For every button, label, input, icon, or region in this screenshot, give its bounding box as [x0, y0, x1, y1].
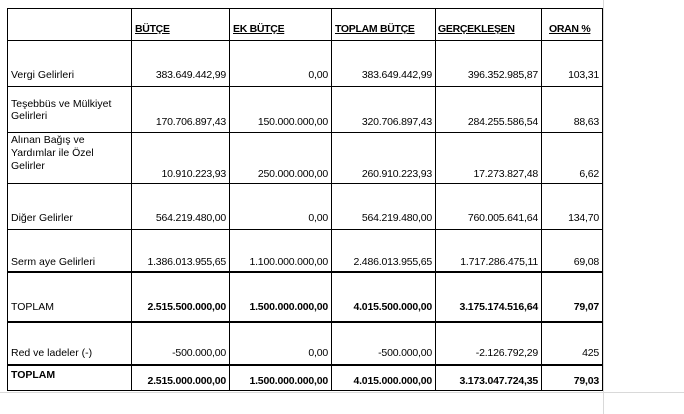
cell-toplam-butce: 4.015.000.000,00 — [353, 375, 432, 387]
cell-gerceklesen: 3.175.174.516,64 — [459, 301, 538, 313]
cell-butce: 2.515.000.000,00 — [147, 375, 226, 387]
cell-oran: 425 — [582, 347, 599, 359]
border — [131, 8, 132, 391]
header-toplam-butce: TOPLAM BÜTÇE — [335, 23, 415, 35]
cell-gerceklesen: 1.717.286.475,11 — [460, 256, 538, 268]
cell-ek-butce: 0,00 — [308, 212, 328, 224]
cell-ek-butce: 0,00 — [308, 69, 328, 81]
border — [7, 86, 603, 87]
border — [7, 229, 603, 230]
header-ek-butce: EK BÜTÇE — [233, 23, 285, 35]
row-label: Serm aye Gelirleri — [11, 256, 96, 268]
cell-gerceklesen: 284.255.586,54 — [467, 116, 538, 128]
cell-ek-butce: 150.000.000,00 — [257, 116, 328, 128]
cell-butce: -500.000,00 — [172, 347, 226, 359]
cell-toplam-butce: 2.486.013.955,65 — [353, 256, 432, 268]
row-label: Diğer Gelirler — [11, 212, 73, 224]
cell-oran: 88,63 — [573, 116, 599, 128]
border — [7, 364, 603, 366]
border — [7, 271, 603, 273]
gridline — [0, 392, 684, 393]
row-label: Alınan Bağış ve Yardımlar ile Özel Gelirler — [11, 134, 94, 172]
cell-butce: 10.910.223,93 — [161, 168, 226, 180]
header-gerceklesen: GERÇEKLEŞEN — [438, 23, 515, 35]
row-label: TOPLAM — [11, 301, 54, 313]
border — [602, 8, 603, 391]
cell-oran: 134,70 — [568, 212, 599, 224]
border — [7, 40, 603, 41]
cell-toplam-butce: 564.219.480,00 — [361, 212, 432, 224]
row-label: TOPLAM — [11, 369, 56, 381]
cell-oran: 79,07 — [573, 301, 599, 313]
cell-butce: 1.386.013.955,65 — [147, 256, 226, 268]
cell-butce: 170.706.897,43 — [155, 116, 226, 128]
cell-gerceklesen: 3.173.047.724,35 — [459, 375, 538, 387]
border — [7, 390, 603, 391]
cell-butce: 2.515.500.000,00 — [147, 301, 226, 313]
border — [7, 321, 603, 323]
cell-ek-butce: 1.100.000.000,00 — [249, 256, 328, 268]
cell-oran: 103,31 — [568, 69, 599, 81]
row-label: Teşebbüs ve Mülkiyet Gelirleri — [11, 98, 112, 122]
gridline — [603, 0, 604, 414]
cell-gerceklesen: -2.126.792,29 — [475, 347, 538, 359]
cell-butce: 564.219.480,00 — [155, 212, 226, 224]
border — [331, 8, 332, 391]
header-butce: BÜTÇE — [135, 23, 170, 35]
border — [7, 183, 603, 184]
cell-ek-butce: 0,00 — [308, 347, 328, 359]
border — [7, 8, 8, 391]
cell-gerceklesen: 17.273.827,48 — [473, 168, 538, 180]
border — [7, 8, 603, 9]
cell-toplam-butce: 260.910.223,93 — [361, 168, 432, 180]
cell-gerceklesen: 760.005.641,64 — [467, 212, 538, 224]
row-label: Red ve ladeler (-) — [11, 347, 93, 359]
cell-ek-butce: 1.500.000.000,00 — [249, 301, 328, 313]
row-label: Vergi Gelirleri — [11, 69, 75, 81]
cell-ek-butce: 250.000.000,00 — [257, 168, 328, 180]
border — [541, 8, 542, 391]
cell-butce: 383.649.442,99 — [155, 69, 226, 81]
cell-oran: 69,08 — [573, 256, 599, 268]
border — [435, 8, 436, 391]
border — [229, 8, 230, 391]
cell-gerceklesen: 396.352.985,87 — [467, 69, 538, 81]
border — [7, 132, 603, 133]
cell-toplam-butce: 320.706.897,43 — [361, 116, 432, 128]
cell-oran: 6,62 — [579, 168, 599, 180]
cell-toplam-butce: 4.015.500.000,00 — [353, 301, 432, 313]
cell-ek-butce: 1.500.000.000,00 — [249, 375, 328, 387]
cell-oran: 79,03 — [573, 375, 599, 387]
header-oran: ORAN % — [549, 23, 591, 35]
cell-toplam-butce: 383.649.442,99 — [361, 69, 432, 81]
cell-toplam-butce: -500.000,00 — [378, 347, 432, 359]
